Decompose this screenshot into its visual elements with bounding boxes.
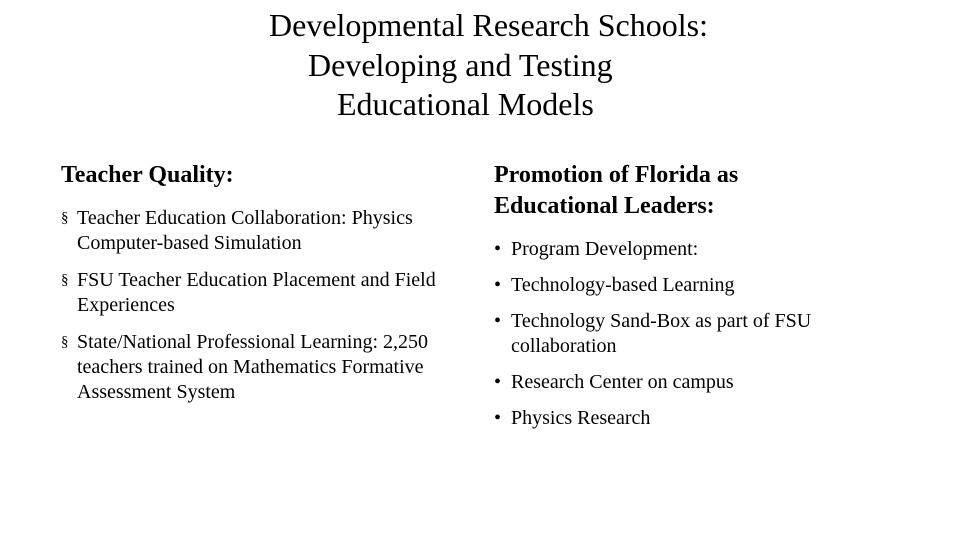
bullet-icon: • <box>494 274 502 296</box>
list-item <box>494 406 914 431</box>
list-item <box>61 330 477 405</box>
florida-promotion-list <box>494 237 914 431</box>
list-item <box>61 268 437 318</box>
florida-promotion-column <box>494 160 914 431</box>
title-line-3: Educational Models <box>337 86 594 122</box>
list-item-text: Technology-based Learning <box>511 274 735 296</box>
list-item <box>494 309 891 359</box>
teacher-quality-column <box>61 160 461 405</box>
list-item-text: Program Development: <box>511 238 699 260</box>
section-bullet-icon: § <box>61 210 69 226</box>
bullet-icon: • <box>494 407 502 429</box>
title-line-2: Developing and Testing <box>308 47 613 83</box>
list-item-text: State/National Professional Learning: 2,250 teachers trained on Mathematics Formative Assessment System <box>77 331 429 403</box>
bullet-icon: • <box>494 238 502 260</box>
teacher-quality-heading: Teacher Quality: <box>61 162 234 188</box>
florida-promotion-heading: Promotion of Florida as Educational Leaders: <box>494 162 739 219</box>
list-item-text: Teacher Education Collaboration: Physics Computer-based Simulation <box>77 207 413 254</box>
section-bullet-icon: § <box>61 334 69 350</box>
bullet-icon: • <box>494 310 502 332</box>
list-item-text: Research Center on campus <box>511 371 734 393</box>
list-item-text: Technology Sand-Box as part of FSU collaboration <box>511 310 812 357</box>
slide-title <box>0 4 960 124</box>
list-item <box>494 237 914 262</box>
list-item <box>494 273 914 298</box>
title-line-1: Developmental Research Schools: <box>269 7 708 43</box>
section-bullet-icon: § <box>61 272 69 288</box>
teacher-quality-list <box>61 206 461 405</box>
list-item-text: Physics Research <box>511 407 651 429</box>
list-item-text: FSU Teacher Education Placement and Field Experiences <box>77 269 436 316</box>
list-item <box>61 206 457 256</box>
list-item <box>494 370 914 395</box>
bullet-icon: • <box>494 371 502 393</box>
